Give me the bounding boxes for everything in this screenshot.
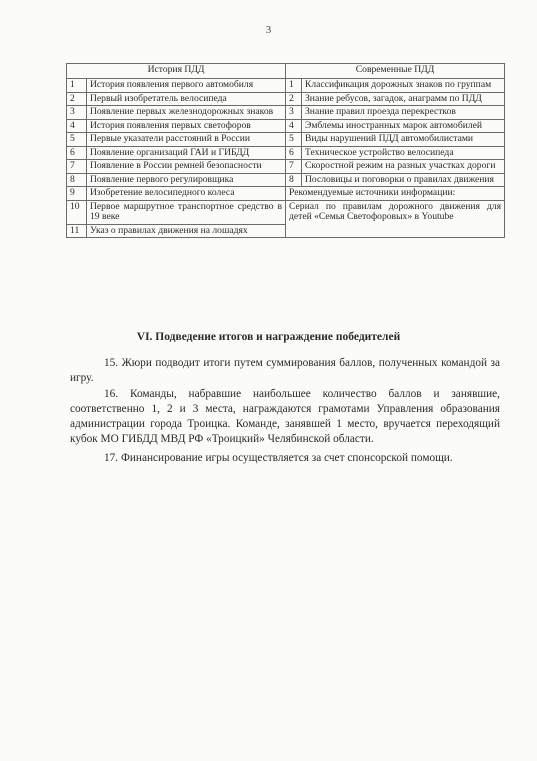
- table-row: [67, 119, 505, 133]
- header-history: История ПДД: [67, 64, 286, 79]
- table-header-row: [67, 64, 505, 79]
- section-title: VI. Подведение итогов и награждение победителей: [136, 331, 401, 343]
- row-number: 8: [67, 173, 87, 187]
- row-number: 9: [67, 187, 87, 201]
- history-topic: Появление первых железнодорожных знаков: [87, 106, 286, 120]
- page-number: 3: [265, 24, 272, 36]
- paragraph-15: 15. Жюри подводит итоги путем суммирования баллов, полученных командой за игру.: [70, 357, 500, 384]
- history-topic: Появление в России ремней безопасности: [87, 160, 286, 174]
- row-number: 7: [286, 160, 302, 174]
- history-topic: Первый изобретатель велосипеда: [87, 92, 286, 106]
- table-row: [67, 133, 505, 147]
- history-topic: История появления первых светофоров: [87, 119, 286, 133]
- row-number: 6: [286, 146, 302, 160]
- table-row: [67, 160, 505, 174]
- history-topic: Появление первого регулировщика: [87, 173, 286, 187]
- table-row: [67, 92, 505, 106]
- modern-topic: Пословицы и поговорки о правилах движения: [302, 173, 505, 187]
- paragraph-17: 17. Финансирование игры осуществляется за счет спонсорской помощи.: [104, 452, 453, 464]
- table-row: [67, 79, 505, 93]
- row-number: 3: [67, 106, 87, 120]
- topics-table: [66, 63, 505, 238]
- row-number: 7: [67, 160, 87, 174]
- modern-topic: Техническое устройство велосипеда: [302, 146, 505, 160]
- row-number: 5: [286, 133, 302, 147]
- row-number: 8: [286, 173, 302, 187]
- table-row: [67, 146, 505, 160]
- header-modern: Современные ПДД: [286, 64, 505, 79]
- history-topic: Появление организаций ГАИ и ГИБДД: [87, 146, 286, 160]
- row-number: 4: [286, 119, 302, 133]
- row-number: 4: [67, 119, 87, 133]
- row-number: 10: [67, 200, 87, 224]
- modern-topic: Знание правил проезда перекрестков: [302, 106, 505, 120]
- modern-topic: Эмблемы иностранных марок автомобилей: [302, 119, 505, 133]
- table-row: [67, 106, 505, 120]
- row-number: 5: [67, 133, 87, 147]
- row-number: 11: [67, 224, 87, 238]
- modern-topic: Знание ребусов, загадок, анаграмм по ПДД: [302, 92, 505, 106]
- sources-text: Сериал по правилам дорожного движения для детей «Семья Светофоровых» в Youtube: [286, 200, 505, 238]
- history-topic: Указ о правилах движения на лошадях: [87, 224, 286, 238]
- history-topic: История появления первого автомобиля: [87, 79, 286, 93]
- row-number: 2: [67, 92, 87, 106]
- row-number: 2: [286, 92, 302, 106]
- row-number: 6: [67, 146, 87, 160]
- table-row: [67, 187, 505, 201]
- modern-topic: Виды нарушений ПДД автомобилистами: [302, 133, 505, 147]
- modern-topic: Скоростной режим на разных участках дороги: [302, 160, 505, 174]
- row-number: 3: [286, 106, 302, 120]
- modern-topic: Классификация дорожных знаков по группам: [302, 79, 505, 93]
- table-row: [67, 200, 505, 224]
- row-number: 1: [286, 79, 302, 93]
- table-row: [67, 173, 505, 187]
- history-topic: Первые указатели расстояний в России: [87, 133, 286, 147]
- row-number: 1: [67, 79, 87, 93]
- sources-title: Рекомендуемые источники информации:: [286, 187, 505, 201]
- paragraph-16: 16. Команды, набравшие наибольшее количество баллов и занявшие, соответственно 1, 2 и 3 места, награждаются грамотами Управления образования администрации города Троицка. Команде, занявшей 1 место, вручается переходящий кубок МО ГИБДД МВД РФ «Троицкий» Челябинской области.: [70, 388, 500, 445]
- history-topic: Первое маршрутное транспортное средство в 19 веке: [87, 200, 286, 224]
- history-topic: Изобретение велосипедного колеса: [87, 187, 286, 201]
